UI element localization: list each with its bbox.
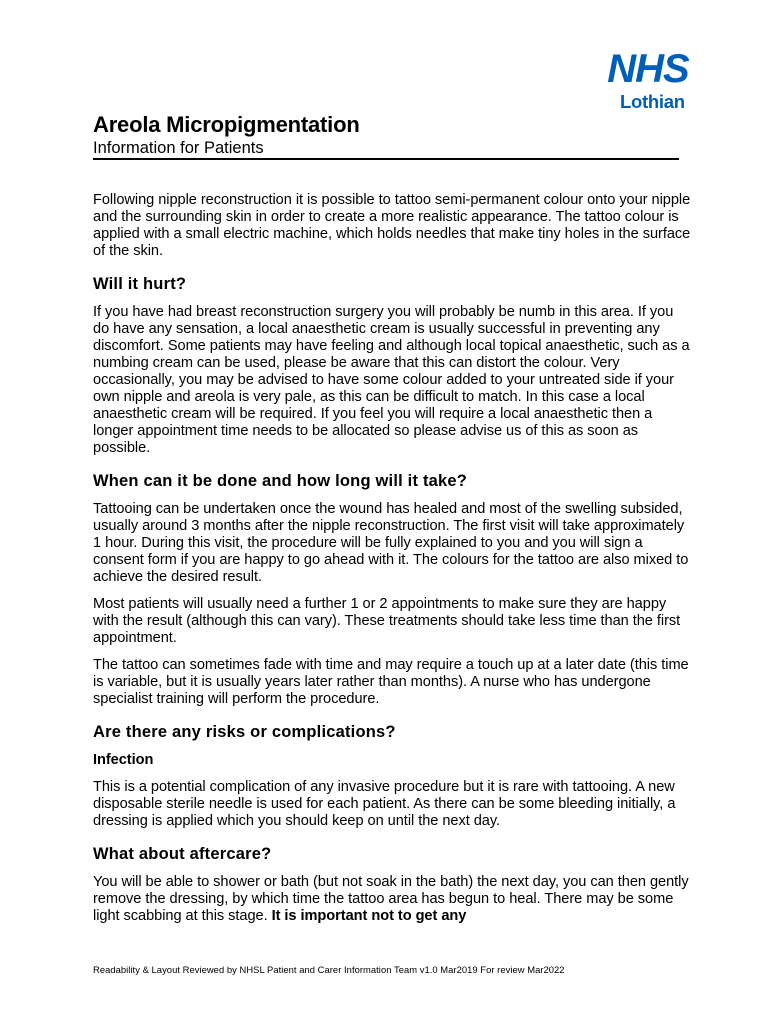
section-heading-when: When can it be done and how long will it take?	[93, 472, 468, 490]
section-heading-risks: Are there any risks or complications?	[93, 723, 396, 741]
logo-region-text: Lothian	[620, 91, 685, 112]
page-subtitle: Information for Patients	[93, 139, 264, 157]
subheading-infection: Infection	[93, 752, 154, 768]
aftercare-text: You will be able to shower or bath (but not soak in the bath) the next day, you can then gently remove the dressing, by which time the tattoo area has begun to heal. There may be some light scabbing at this stage.	[93, 874, 689, 924]
page-footer: Readability & Layout Reviewed by NHSL Patient and Carer Information Team v1.0 Mar2019 For review Mar2022	[93, 964, 565, 975]
document-body	[93, 192, 693, 935]
aftercare-paragraph	[93, 874, 693, 925]
when-paragraph-2: Most patients will usually need a further 1 or 2 appointments to make sure they are happy with the result (although this can vary). These treatments should take less time than the first appointment.	[93, 596, 681, 646]
section-heading-hurt: Will it hurt?	[93, 275, 187, 293]
risks-paragraph: This is a potential complication of any invasive procedure but it is rare with tattooing. A new disposable sterile needle is used for each patient. As there can be some bleeding initially, a dressing is applied which you should keep on until the next day.	[93, 779, 676, 829]
nhs-logo-text: NHS	[607, 48, 689, 88]
intro-paragraph: Following nipple reconstruction it is possible to tattoo semi-permanent colour onto your nipple and the surrounding skin in order to create a more realistic appearance. The tattoo colour is applied with a small electric machine, which holds needles that make tiny holes in the surface of the skin.	[93, 192, 691, 259]
nhs-lothian-logo	[598, 48, 698, 120]
aftercare-bold-text: It is important not to get any	[271, 908, 467, 924]
section-heading-aftercare: What about aftercare?	[93, 845, 272, 863]
when-paragraph-1: Tattooing can be undertaken once the wound has healed and most of the swelling subsided, usually around 3 months after the nipple reconstruction. The first visit will take approximately 1 hour. During this visit, the procedure will be fully explained to you and you will sign a consent form if you are happy to go ahead with it. The colours for the tattoo are also mixed to achieve the desired result.	[93, 501, 689, 585]
title-divider	[93, 158, 679, 160]
page-title: Areola Micropigmentation	[93, 112, 360, 137]
hurt-paragraph: If you have had breast reconstruction surgery you will probably be numb in this area. If you do have any sensation, a local anaesthetic cream is usually successful in preventing any discomfort. Some patients may have feeling and although local topical anaesthetic, such as a numbing cream can be used, please be aware that this can distort the colour. Very occasionally, you may be advised to have some colour added to your untreated side if your own nipple and areola is very pale, as this can be difficult to match. In this case a local anaesthetic cream will be required. If you feel you will require a local anaesthetic then a longer appointment time needs to be allocated so please advise us of this as soon as possible.	[93, 304, 690, 456]
nhs-logo-icon	[598, 48, 698, 88]
when-paragraph-3: The tattoo can sometimes fade with time and may require a touch up at a later date (this time is variable, but it is usually years later rather than months). A nurse who has undergone specialist training will perform the procedure.	[93, 657, 689, 707]
